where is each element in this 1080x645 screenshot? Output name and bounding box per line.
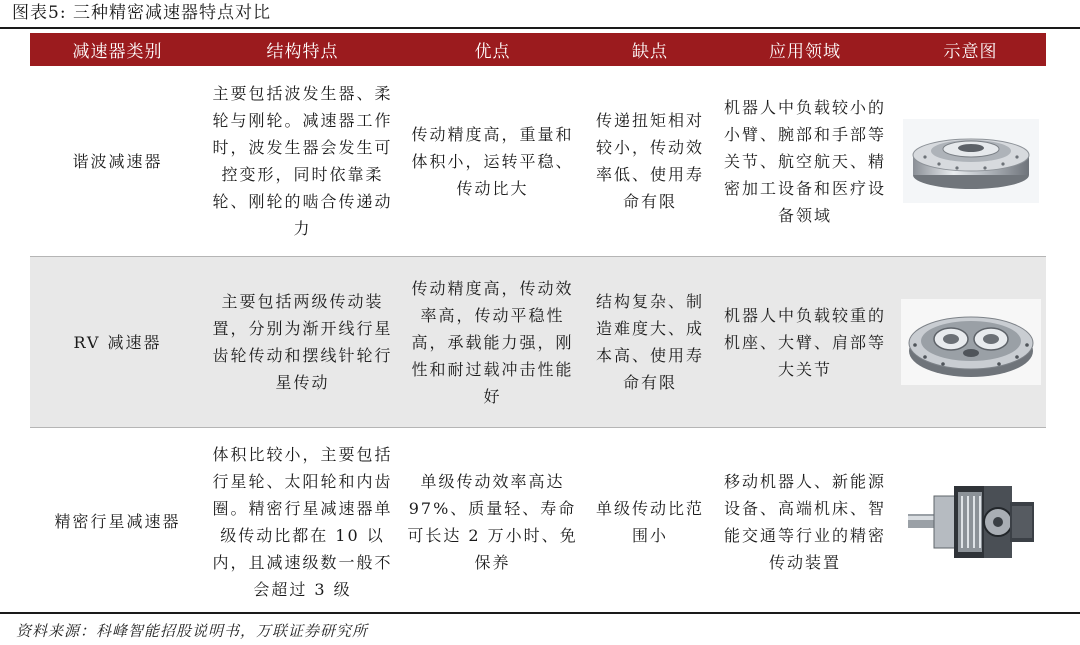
column-header: 减速器类别 bbox=[30, 33, 205, 66]
reducer-type-cell: 谐波减速器 bbox=[30, 66, 205, 257]
reducer-type-cell: RV 减速器 bbox=[30, 257, 205, 428]
rv-reducer-icon bbox=[901, 299, 1041, 385]
column-header: 缺点 bbox=[585, 33, 715, 66]
table-header-row bbox=[30, 33, 1046, 66]
image-cell bbox=[895, 428, 1046, 616]
figure-caption: 图表5: 三种精密减速器特点对比 bbox=[12, 3, 271, 23]
structure-cell: 主要包括两级传动装置，分别为渐开线行星齿轮传动和摆线针轮行星传动 bbox=[205, 257, 400, 428]
image-cell bbox=[895, 66, 1046, 257]
top-rule bbox=[0, 27, 1080, 29]
reducer-type-cell: 精密行星减速器 bbox=[54, 512, 181, 531]
applications-cell: 机器人中负载较重的机座、大臂、肩部等大关节 bbox=[715, 257, 895, 428]
column-header: 示意图 bbox=[895, 33, 1046, 66]
harmonic-reducer-icon bbox=[903, 119, 1039, 203]
advantages-cell: 传动精度高，传动效率高，传动平稳性高，承载能力强，刚性和耐过载冲击性能好 bbox=[400, 257, 585, 428]
advantages-cell: 传动精度高，重量和体积小，运转平稳、传动比大 bbox=[400, 66, 585, 257]
comparison-table bbox=[30, 33, 1046, 615]
bottom-rule bbox=[0, 612, 1080, 614]
disadvantages-cell: 结构复杂、制造难度大、成本高、使用寿命有限 bbox=[585, 257, 715, 428]
image-cell bbox=[895, 257, 1046, 428]
column-header: 优点 bbox=[400, 33, 585, 66]
source-note: 资料来源：科峰智能招股说明书，万联证券研究所 bbox=[16, 622, 369, 640]
structure-cell: 主要包括波发生器、柔轮与刚轮。减速器工作时，波发生器会发生可控变形，同时依靠柔轮、刚轮的啮合传递动力 bbox=[205, 66, 400, 257]
column-header: 应用领域 bbox=[715, 33, 895, 66]
planetary-reducer-icon bbox=[904, 472, 1038, 572]
disadvantages-cell: 单级传动比范围小 bbox=[595, 498, 704, 545]
table-row bbox=[30, 66, 1046, 257]
table-row bbox=[30, 257, 1046, 428]
structure-cell: 体积比较小，主要包括行星轮、太阳轮和内齿圈。精密行星减速器单级传动比都在 10 以内，且减速级数一般不会超过 3 级 bbox=[212, 444, 393, 599]
column-header: 结构特点 bbox=[205, 33, 400, 66]
applications-cell: 移动机器人、新能源设备、高端机床、智能交通等行业的精密传动装置 bbox=[723, 471, 886, 572]
advantages-cell: 单级传动效率高达 97%、质量轻、寿命可长达 2 万小时、免保养 bbox=[407, 471, 578, 572]
applications-cell: 机器人中负载较小的小臂、腕部和手部等关节、航空航天、精密加工设备和医疗设备领域 bbox=[715, 66, 895, 257]
disadvantages-cell: 传递扭矩相对较小，传动效率低、使用寿命有限 bbox=[585, 66, 715, 257]
table-row bbox=[30, 428, 1046, 616]
